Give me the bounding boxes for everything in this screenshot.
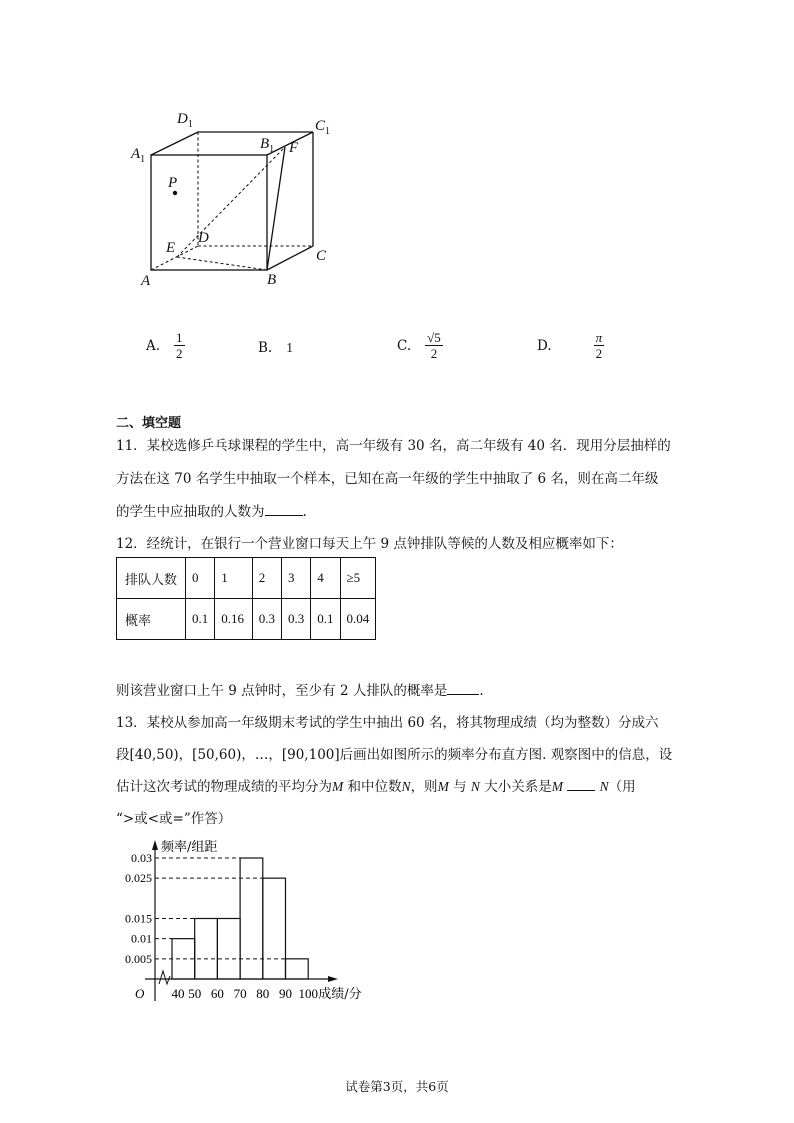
x-tick-label: 100 — [298, 986, 318, 1001]
q11-text: 的学生中应抽取的人数为 — [116, 504, 265, 520]
label-B1: $B_1$ — [260, 136, 275, 155]
text: 和中位数 — [343, 779, 402, 795]
origin-label: O — [135, 986, 145, 1001]
section-title: 二、填空题 — [116, 416, 182, 431]
period: . — [479, 683, 484, 699]
var-M: M — [332, 779, 344, 794]
label-P: P — [168, 175, 178, 191]
q11-line1: 11．某校选修乒乓球课程的学生中，高一年级有 30 名，高二年级有 40 名．现用分层抽样的 — [116, 438, 671, 454]
option-c[interactable] — [397, 330, 443, 361]
option-letter: B. — [258, 340, 273, 356]
table-row — [117, 558, 376, 599]
option-letter: D. — [537, 337, 552, 354]
segment-EB — [177, 257, 267, 270]
table-cell: 0.3 — [282, 599, 311, 640]
table-cell: 0.16 — [215, 599, 253, 640]
table-cell: 0.04 — [340, 599, 376, 640]
label-D1: $D_1$ — [177, 111, 193, 130]
q13-line1: 13．某校从参加高一年级期末考试的学生中抽出 60 名，将其物理成绩（均为整数）分成六 — [116, 715, 659, 731]
y-tick-label: 0.015 — [125, 911, 152, 926]
histogram-bar — [240, 858, 263, 979]
table-cell: 0.3 — [252, 599, 281, 640]
text: 大小关系是 — [479, 779, 552, 795]
x-tick-label: 70 — [233, 986, 247, 1001]
label-C: C — [316, 248, 327, 264]
table-row — [117, 599, 376, 640]
histogram-bar — [286, 959, 309, 979]
x-tick-label: 50 — [188, 986, 202, 1001]
q11-line2: 方法在这 70 名学生中抽取一个样本，已知在高一年级的学生中抽取了 6 名，则在高二年级 — [116, 471, 659, 487]
cube-figure — [120, 100, 360, 300]
q12-question — [116, 679, 484, 699]
fraction: $\frac{√5}{2}$ — [427, 330, 441, 361]
table-cell: 2 — [252, 558, 281, 599]
text: ，则 — [410, 779, 438, 795]
text: 与 — [448, 779, 471, 795]
table-cell: 1 — [215, 558, 253, 599]
x-tick-label: 40 — [171, 986, 185, 1001]
q12-intro: 12．经统计，在银行一个营业窗口每天上午 9 点钟排队等候的人数及相应概率如下： — [116, 536, 623, 552]
label-C1: $C_1$ — [315, 118, 331, 137]
var-M: M — [551, 779, 563, 794]
label-D: D — [198, 230, 209, 246]
answer-blank[interactable] — [567, 778, 595, 791]
label-F: F — [289, 140, 299, 156]
label-E: E — [166, 240, 176, 256]
x-axis-arrow — [328, 976, 338, 982]
var-N: N — [470, 779, 480, 794]
option-letter: A. — [146, 337, 161, 354]
q13-line4: “>或<或=”作答） — [116, 811, 232, 827]
q13-line2: 段[40,50)，[50,60)，…，[90,100]后画出如图所示的频率分布直方图. 观察图中的信息，设 — [116, 747, 673, 763]
q13-line3 — [116, 775, 636, 795]
page-footer: 试卷第3页，共6页 — [345, 1079, 449, 1094]
fraction: $\frac{1}{2}$ — [176, 330, 183, 361]
x-tick-label: 90 — [279, 986, 292, 1001]
var-M: M — [437, 779, 449, 794]
text: 估计这次考试的物理成绩的平均分为 — [116, 779, 332, 795]
x-axis-label: 成绩/分 — [318, 987, 362, 1002]
table-cell: 0.1 — [186, 599, 215, 640]
label-A1: $A_1$ — [131, 146, 146, 165]
axis-break-icon — [159, 971, 170, 984]
q12-text: 则该营业窗口上午 9 点钟时，至少有 2 人排队的概率是 — [116, 683, 448, 699]
histogram-bar — [217, 919, 240, 980]
segment-BF — [267, 147, 285, 270]
fraction: $\frac{\pi}{2}$ — [595, 330, 603, 361]
label-A: A — [141, 273, 151, 289]
x-tick-label: 80 — [256, 986, 270, 1001]
label-B: B — [267, 272, 277, 288]
period: . — [302, 504, 307, 520]
histogram-bar — [195, 919, 218, 980]
table-cell: 0.1 — [311, 599, 340, 640]
y-tick-label: 0.005 — [125, 951, 152, 966]
histogram-bar — [263, 878, 286, 979]
answer-blank[interactable] — [447, 682, 479, 695]
var-N: N — [599, 779, 609, 794]
answer-blank[interactable] — [265, 503, 303, 516]
row-header: 概率 — [117, 599, 186, 640]
q11-line3 — [116, 500, 307, 520]
x-tick-label: 60 — [210, 986, 224, 1001]
table-cell: ≥5 — [340, 558, 376, 599]
table-cell: 3 — [282, 558, 311, 599]
segment-EF — [177, 147, 285, 257]
frequency-histogram — [110, 835, 410, 1005]
y-tick-label: 0.025 — [125, 871, 152, 886]
table-cell: 0 — [186, 558, 215, 599]
y-axis-label: 频率/组距 — [161, 840, 218, 855]
option-d[interactable] — [537, 330, 604, 361]
var-N: N — [401, 779, 411, 794]
option-value: 1 — [286, 340, 293, 355]
probability-table — [116, 557, 376, 640]
y-axis-arrow — [152, 840, 158, 850]
option-b[interactable] — [258, 340, 293, 356]
table-cell: 4 — [311, 558, 340, 599]
y-tick-label: 0.01 — [131, 931, 152, 946]
y-tick-label: 0.03 — [131, 851, 152, 865]
option-letter: C. — [397, 337, 412, 354]
row-header: 排队人数 — [117, 558, 186, 599]
option-a[interactable] — [146, 330, 185, 361]
text: （用 — [608, 779, 636, 795]
